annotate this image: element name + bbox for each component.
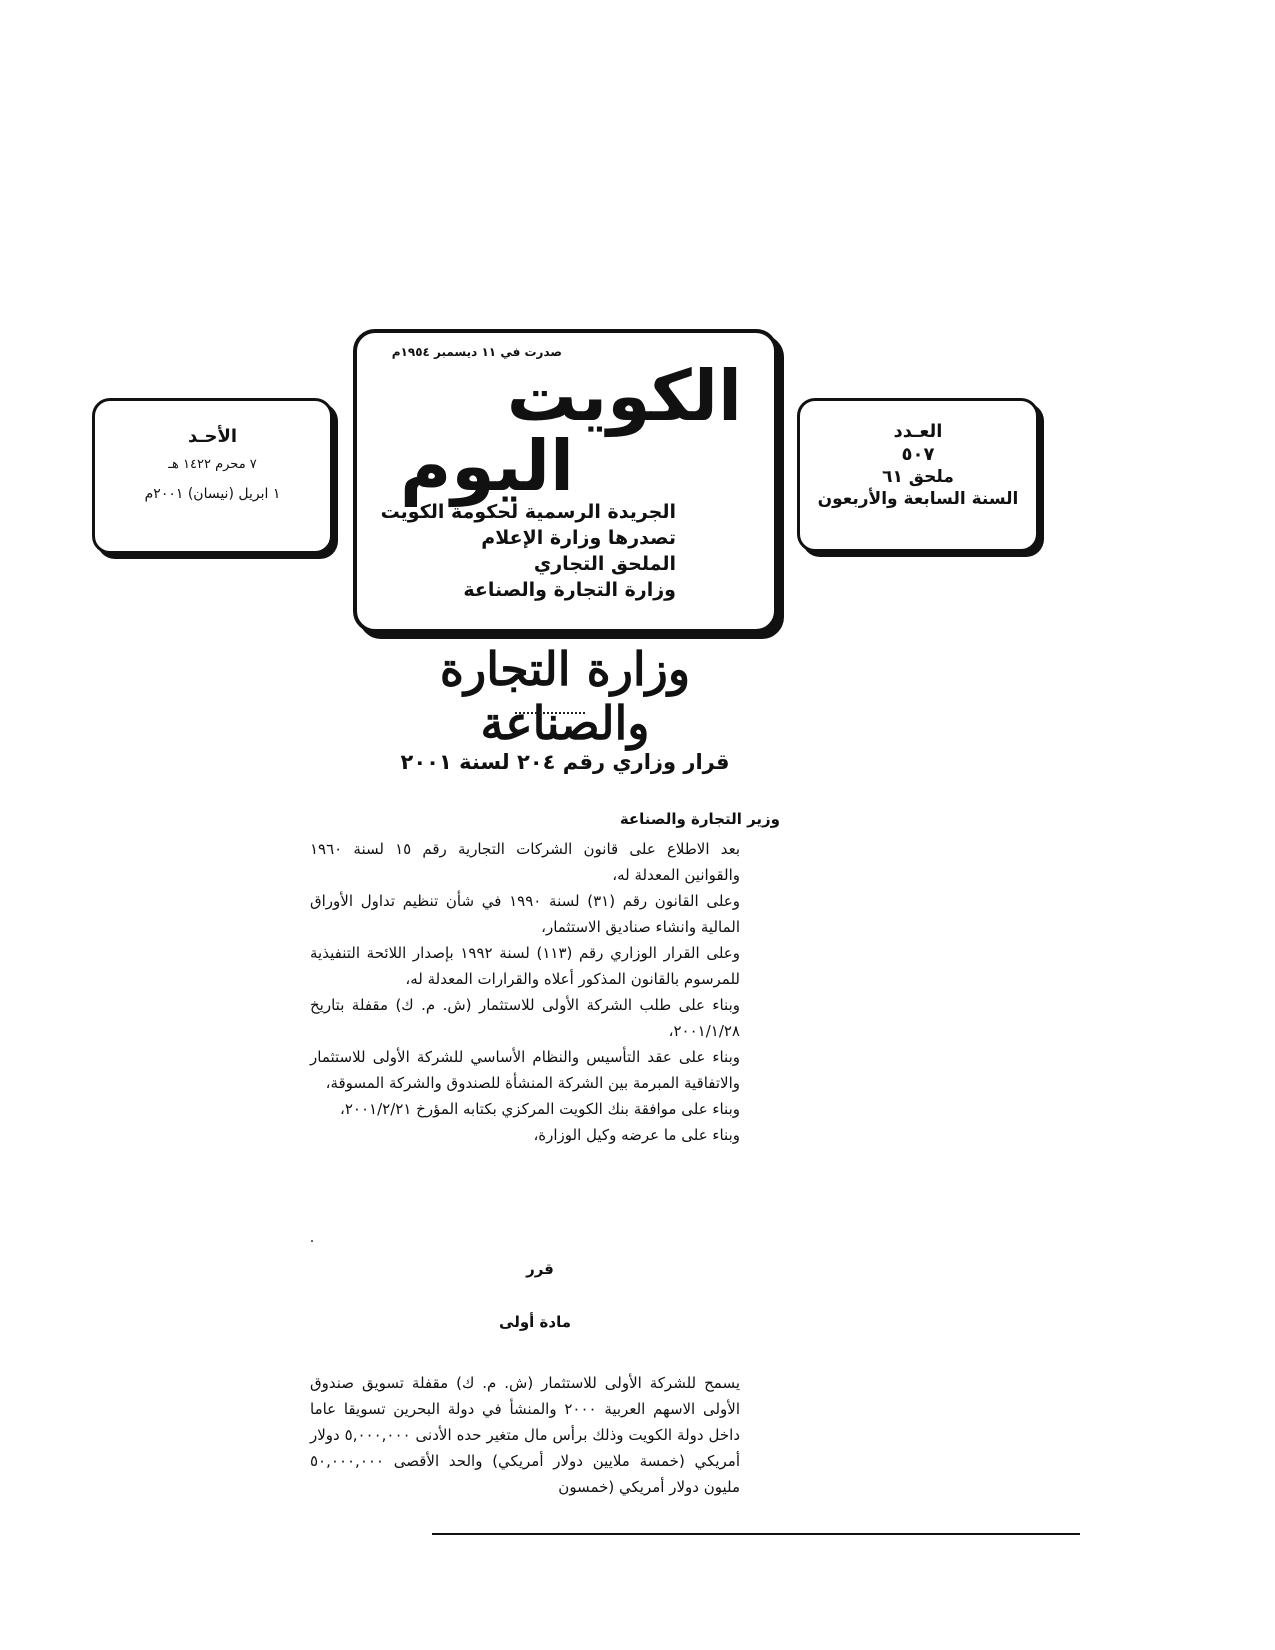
preamble-paragraph: بعد الاطلاع على قانون الشركات التجارية رقم ١٥ لسنة ١٩٦٠ والقوانين المعدلة له، bbox=[310, 840, 740, 884]
preamble-paragraph: وعلى القرار الوزاري رقم (١١٣) لسنة ١٩٩٢ بإصدار اللائحة التنفيذية للمرسوم بالقانون المذكور أعلاه والقرارات المعدلة له، bbox=[310, 944, 740, 988]
masthead-subtitle: الجريدة الرسمية لحكومة الكويت bbox=[380, 501, 676, 523]
masthead-box bbox=[353, 329, 778, 633]
issue-box bbox=[797, 398, 1039, 552]
masthead-ministry: وزارة التجارة والصناعة bbox=[463, 579, 676, 601]
preamble-paragraph: وبناء على عقد التأسيس والنظام الأساسي للشركة الأولى للاستثمار والاتفاقية المبرمة بين الشركة المنشأة للصندوق والشركة المسوقة، bbox=[310, 1048, 740, 1092]
issue-label: العـدد bbox=[893, 421, 943, 442]
date-box bbox=[92, 398, 333, 554]
newspaper-title-line1: الكويت bbox=[506, 355, 742, 437]
preamble-paragraph: وبناء على طلب الشركة الأولى للاستثمار (ش. م. ك) مقفلة بتاريخ ٢٠٠١/١/٢٨، bbox=[310, 996, 740, 1040]
founded-date: صدرت في ١١ ديسمبر ١٩٥٤م bbox=[391, 345, 562, 359]
ministry-logo: وزارة التجارة والصناعة bbox=[439, 642, 691, 750]
newspaper-title-line2: اليوم bbox=[399, 425, 574, 507]
issue-number: ٥٠٧ bbox=[901, 444, 935, 465]
footer-rule bbox=[432, 1533, 1080, 1535]
decree-title: قرار وزاري رقم ٢٠٤ لسنة ٢٠٠١ bbox=[400, 750, 730, 774]
minister-line: وزير التجارة والصناعة bbox=[619, 810, 780, 828]
preamble-paragraph: وعلى القانون رقم (٣١) لسنة ١٩٩٠ في شأن تنظيم تداول الأوراق المالية وانشاء صناديق الاستثمار، bbox=[310, 892, 740, 936]
divider-ornament bbox=[515, 712, 585, 714]
preamble bbox=[310, 836, 780, 1148]
decided-heading: قرر bbox=[526, 1260, 554, 1278]
preamble-paragraph: وبناء على ما عرضه وكيل الوزارة، bbox=[533, 1126, 740, 1144]
scan-speck bbox=[311, 1240, 313, 1242]
day-name: الأحـد bbox=[187, 426, 238, 447]
preamble-paragraph: وبناء على موافقة بنك الكويت المركزي بكتابه المؤرخ ٢٠٠١/٢/٢١، bbox=[340, 1100, 740, 1118]
gregorian-date: ١ ابريل (نيسان) ٢٠٠١م bbox=[144, 486, 281, 502]
masthead-publisher: تصدرها وزارة الإعلام bbox=[481, 527, 676, 549]
masthead-supplement: الملحق التجاري bbox=[533, 553, 676, 575]
article-heading: مادة أولى bbox=[499, 1313, 571, 1331]
article-paragraph: يسمح للشركة الأولى للاستثمار (ش. م. ك) مقفلة تسويق صندوق الأولى الاسهم العربية ٢٠٠٠ والمنشأ في دولة البحرين تسويقا عاما داخل دولة الكويت وذلك برأس مال متغير حده الأدنى ٥,٠٠٠,٠٠٠ دولار أمريكي (خمسة ملايين دولار أمريكي) والحد الأقصى ٥٠,٠٠٠,٠٠٠ مليون دولار أمريكي (خمسون bbox=[310, 1374, 741, 1496]
publication-year: السنة السابعة والأربعون bbox=[817, 489, 1019, 509]
article-text-block bbox=[310, 1370, 780, 1500]
supplement-number: ملحق ٦١ bbox=[882, 467, 954, 487]
hijri-date: ٧ محرم ١٤٢٢ هـ bbox=[168, 457, 257, 472]
